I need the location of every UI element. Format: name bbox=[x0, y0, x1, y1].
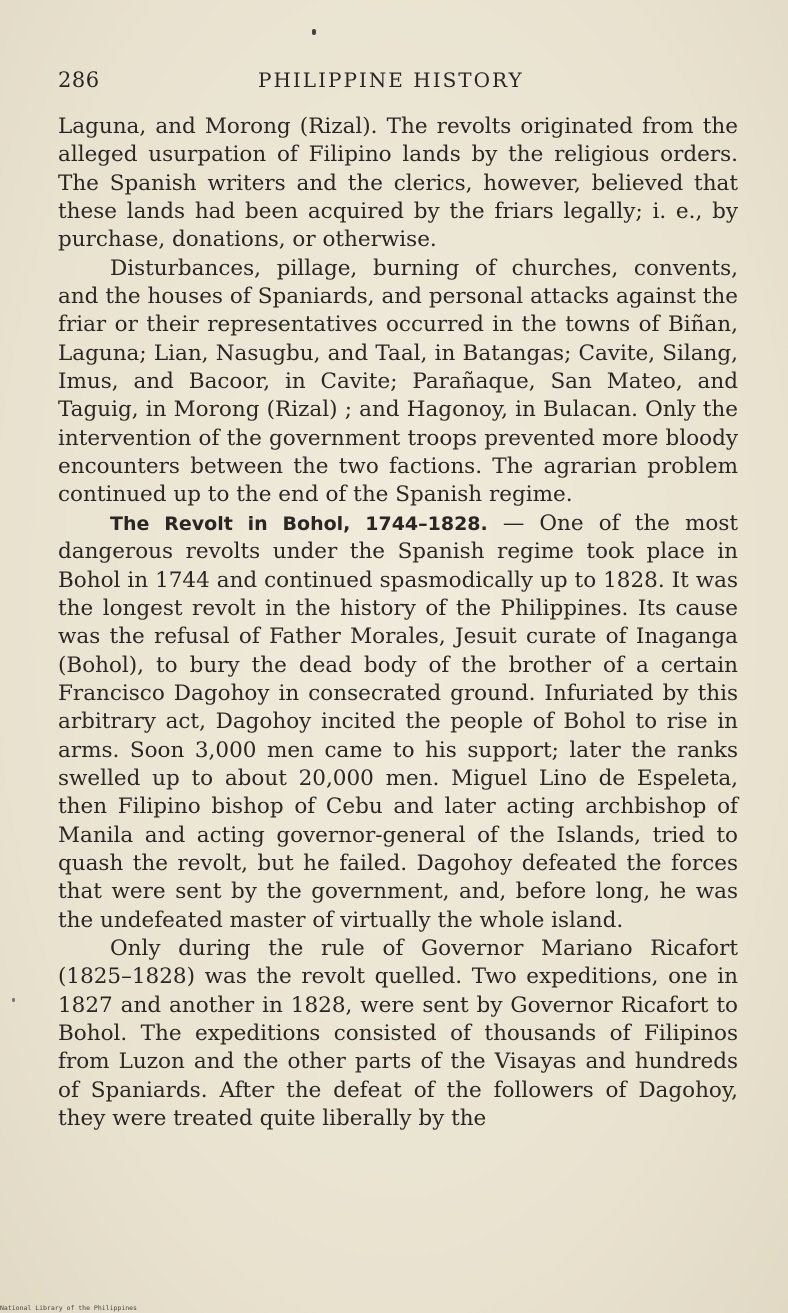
paragraph-3 bbox=[58, 510, 738, 935]
paragraph-3-text: One of the most dangerous revolts under the Spanish regime took place in Bohol in 1744 and continued spasmodically up to 1828. It was the longest revolt in the history of the Philippines. Its cause was the refusal of Father Morales, Jesuit curate of Inaganga (Bohol), to bury the dead body of the brother of a certain Francisco Dagohoy in consecrated ground. Infuriated by this arbitrary act, Dagohoy incited the people of Bohol to rise in arms. Soon 3,000 men came to his support; later the ranks swelled up to about 20,000 men. Miguel Lino de Espeleta, then Filipino bishop of Cebu and later acting archbishop of Manila and acting governor-general of the Islands, tried to quash the revolt, but he failed. Dagohoy defeated the forces that were sent by the government, and, before long, he was the undefeated master of virtually the whole island. bbox=[58, 510, 738, 933]
page-header bbox=[58, 68, 738, 98]
paragraph-2: Disturbances, pillage, burning of churches, convents, and the houses of Spaniards, and personal attacks against the friar or their representatives occurred in the towns of Biñan, Laguna; Lian, Nasugbu, and Taal, in Batangas; Cavite, Silang, Imus, and Bacoor, in Cavite; Parañaque, San Mateo, and Taguig, in Morong (Rizal) ; and Hagonoy, in Bulacan. Only the intervention of the government troops prevented more bloody encounters between the two factions. The agrarian problem continued up to the end of the Spanish regime. bbox=[58, 255, 738, 508]
page-number: 286 bbox=[58, 68, 100, 92]
paragraph-1: Laguna, and Morong (Rizal). The revolts originated from the alleged usurpation of Filipino lands by the religious orders. The Spanish writers and the clerics, however, believed that these lands had been acquired by the friars legally; i. e., by purchase, donations, or otherwise. bbox=[58, 114, 738, 253]
library-credit: National Library of the Philippines bbox=[0, 1304, 137, 1312]
running-title: PHILIPPINE HISTORY bbox=[258, 68, 524, 92]
ink-speck bbox=[312, 29, 316, 35]
section-dash: — bbox=[487, 510, 540, 536]
margin-speck bbox=[12, 998, 15, 1002]
section-heading: The Revolt in Bohol, 1744–1828. bbox=[110, 512, 488, 535]
paragraph-4: Only during the rule of Governor Mariano Ricafort (1825–1828) was the revolt quelled. Two expeditions, one in 1827 and another in 1828, were sent by Governor Ricafort to Bohol. The expeditions consisted of thousands of Filipinos from Luzon and the other parts of the Visayas and hundreds of Spaniards. After the defeat of the followers of Dagohoy, they were treated quite liberally by the bbox=[58, 935, 738, 1132]
page-body bbox=[58, 113, 738, 1133]
